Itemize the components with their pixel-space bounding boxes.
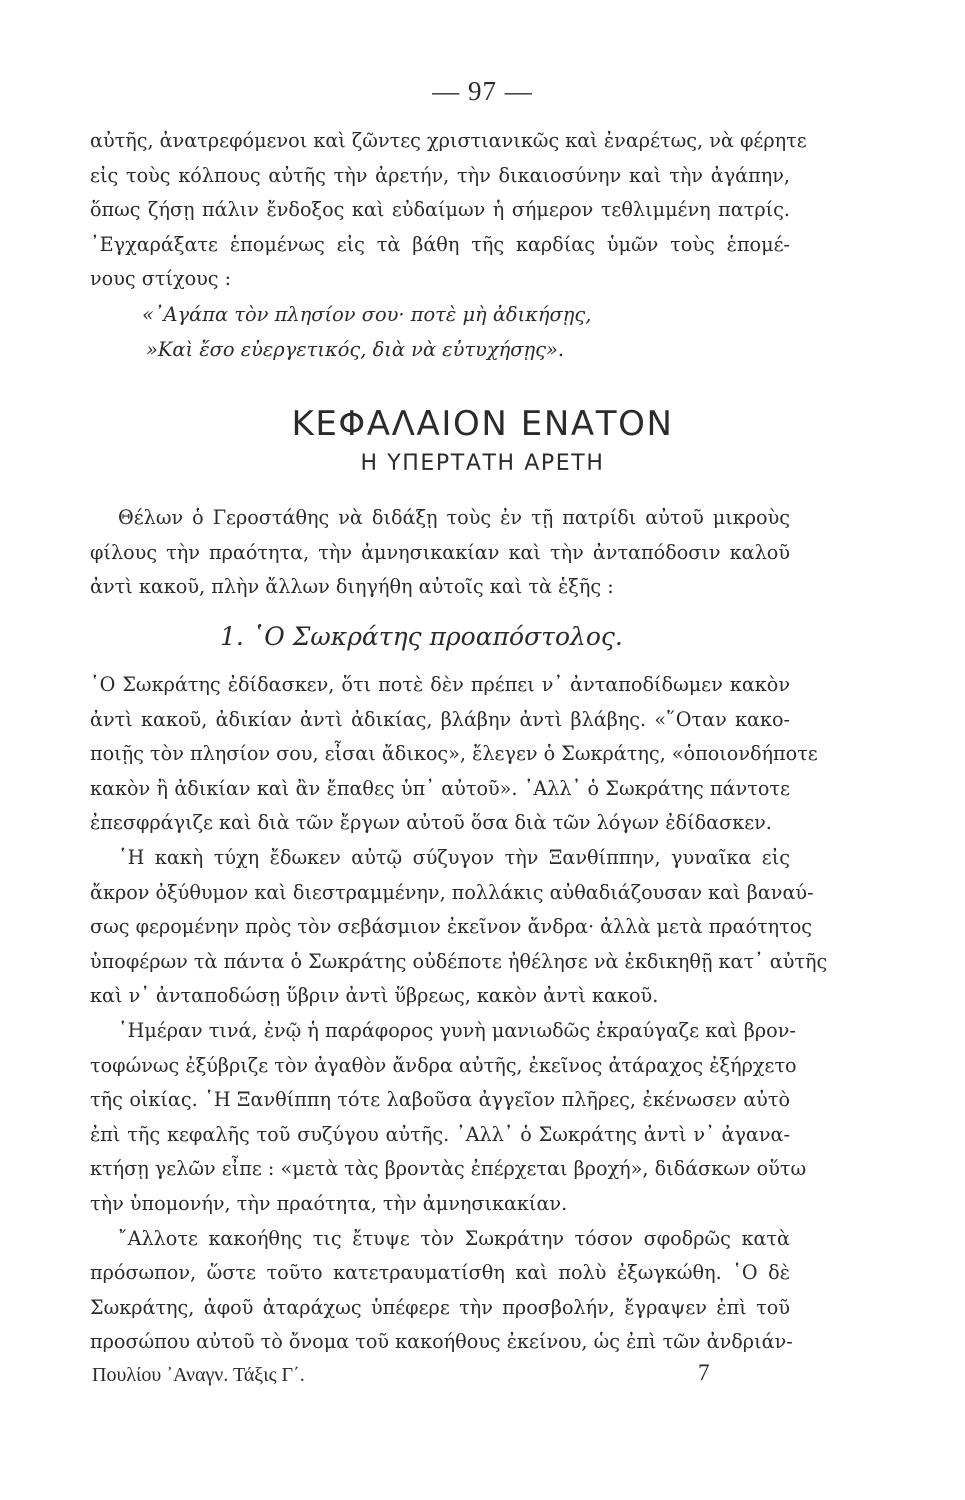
text-line: ὅπως ζήσῃ πάλιν ἔνδοξος καὶ εὐδαίμων ἡ σήμερον τεθλιμμένη πατρίς. bbox=[90, 198, 790, 222]
text-line: ποιῇς τὸν πλησίον σου, εἶσαι ἄδικος», ἔλεγεν ὁ Σωκράτης, «ὁποιονδήποτε bbox=[90, 742, 818, 766]
text-line: ῾Ημέραν τινά, ἐνῷ ἡ παράφορος γυνὴ μανιωδῶς ἐκραύγαζε καὶ βρον- bbox=[118, 1018, 796, 1042]
text-line: ὑποφέρων τὰ πάντα ὁ Σωκράτης οὐδέποτε ἠθέλησε νὰ ἐκδικηθῇ κατ᾿ αὐτῆς bbox=[90, 949, 828, 973]
text-line: ῾Η κακὴ τύχη ἔδωκεν αὐτῷ σύζυγον τὴν Ξανθίππην, γυναῖκα εἰς bbox=[118, 845, 790, 869]
text-line: Σωκράτης, ἀφοῦ ἀταράχως ὑπέφερε τὴν προσβολήν, ἔγραψεν ἐπὶ τοῦ bbox=[90, 1295, 790, 1319]
footer-book-title: Πουλίου ᾿Αναγν. Τάξις Γ΄. bbox=[92, 1364, 305, 1386]
text-line: τῆς οἰκίας. ῾Η Ξανθίππη τότε λαβοῦσα ἀγγεῖον πλῆρες, ἐκένωσεν αὐτὸ bbox=[90, 1088, 790, 1112]
text-line: φίλους τὴν πραότητα, τὴν ἀμνησικακίαν καὶ τὴν ἀνταπόδοσιν καλοῦ bbox=[90, 540, 790, 564]
verse-quote bbox=[142, 297, 591, 367]
text-line: καὶ ν᾿ ἀνταποδώσῃ ὕβριν ἀντὶ ὕβρεως, κακὸν ἀντὶ κακοῦ. bbox=[90, 984, 659, 1008]
text-line: κακὸν ἢ ἀδικίαν καὶ ἂν ἔπαθες ὑπ᾿ αὐτοῦ». ᾿Αλλ᾿ ὁ Σωκράτης πάντοτε bbox=[90, 776, 790, 800]
text-line: πρόσωπον, ὥστε τοῦτο κατετραυματίσθη καὶ πολὺ ἐξωγκώθη. ῾Ο δὲ bbox=[90, 1261, 790, 1285]
text-line: κτήσῃ γελῶν εἶπε : «μετὰ τὰς βροντὰς ἐπέρχεται βροχή», διδάσκων οὕτω bbox=[90, 1157, 807, 1181]
text-line: νους στίχους : bbox=[90, 267, 232, 291]
text-line: ῾Ο Σωκράτης ἐδίδασκεν, ὅτι ποτὲ δὲν πρέπει ν᾿ ἀνταποδίδωμεν κακὸν bbox=[90, 673, 790, 696]
text-line: ἄκρον ὀξύθυμον καὶ διεστραμμένην, πολλάκις αὐθαδιάζουσαν καὶ βαναύ- bbox=[90, 880, 814, 904]
intro-paragraph bbox=[90, 501, 790, 605]
signature-number: 7 bbox=[698, 1360, 710, 1385]
text-line: ῎Αλλοτε κακοήθης τις ἔτυψε τὸν Σωκράτην τόσον σφοδρῶς κατὰ bbox=[118, 1226, 790, 1250]
text-line: ἀντὶ κακοῦ, πλὴν ἄλλων διηγήθη αὐτοῖς καὶ τὰ ἑξῆς : bbox=[90, 575, 614, 599]
top-paragraph bbox=[90, 124, 807, 297]
text-line: αὐτῆς, ἀνατρεφόμενοι καὶ ζῶντες χριστιανικῶς καὶ ἐναρέτως, νὰ φέρητε bbox=[90, 129, 807, 152]
text-line: ᾿Εγχαράξατε ἑπομένως εἰς τὰ βάθη τῆς καρδίας ὑμῶν τοὺς ἑπομέ- bbox=[90, 232, 790, 256]
page-number: — 97 — bbox=[432, 76, 533, 106]
text-line: προσώπου αὐτοῦ τὸ ὄνομα τοῦ κακοήθους ἐκείνου, ὡς ἐπὶ τῶν ἀνδριάν- bbox=[90, 1330, 793, 1354]
chapter-subtitle: Η ΥΠΕΡΤΑΤΗ ΑΡΕΤΗ bbox=[360, 451, 605, 476]
text-line: ἐπεσφράγιζε καὶ διὰ τῶν ἔργων αὐτοῦ ὅσα διὰ τῶν λόγων ἐδίδασκεν. bbox=[90, 811, 772, 835]
text-line: τοφώνως ἐξύβριζε τὸν ἀγαθὸν ἄνδρα αὐτῆς, ἐκεῖνος ἀτάραχος ἐξήρχετο bbox=[90, 1053, 797, 1077]
text-line: εἰς τοὺς κόλπους αὐτῆς τὴν ἀρετήν, τὴν δικαιοσύνην καὶ τὴν ἀγάπην, bbox=[90, 163, 790, 187]
verse-line: «᾿Αγάπα τὸν πλησίον σου· ποτὲ μὴ ἀδικήσῃς, bbox=[142, 303, 592, 326]
text-line: σως φερομένην πρὸς τὸν σεβάσμιον ἐκεῖνον ἄνδρα· ἀλλὰ μετὰ πραότητος bbox=[90, 915, 813, 939]
text-line: ἐπὶ τῆς κεφαλῆς τοῦ συζύγου αὐτῆς. ᾿Αλλ᾿ ὁ Σωκράτης ἀντὶ ν᾿ ἀγανα- bbox=[90, 1122, 790, 1146]
verse-line: »Καὶ ἔσο εὐεργετικός, διὰ νὰ εὐτυχήσῃς». bbox=[146, 338, 564, 361]
text-line: τὴν ὑπομονήν, τὴν πραότητα, τὴν ἀμνησικακίαν. bbox=[90, 1191, 568, 1215]
chapter-title: ΚΕΦΑΛΑΙΟΝ ΕΝΑΤΟΝ bbox=[291, 404, 674, 444]
main-text bbox=[90, 668, 828, 1360]
text-line: Θέλων ὁ Γεροστάθης νὰ διδάξῃ τοὺς ἐν τῇ πατρίδι αὐτοῦ μικροὺς bbox=[118, 506, 790, 529]
text-line: ἀντὶ κακοῦ, ἀδικίαν ἀντὶ ἀδικίας, βλάβην ἀντὶ βλάβης. «῞Οταν κακο- bbox=[90, 707, 790, 731]
section-title: 1. ῾Ο Σωκράτης προαπόστολος. bbox=[220, 622, 623, 651]
